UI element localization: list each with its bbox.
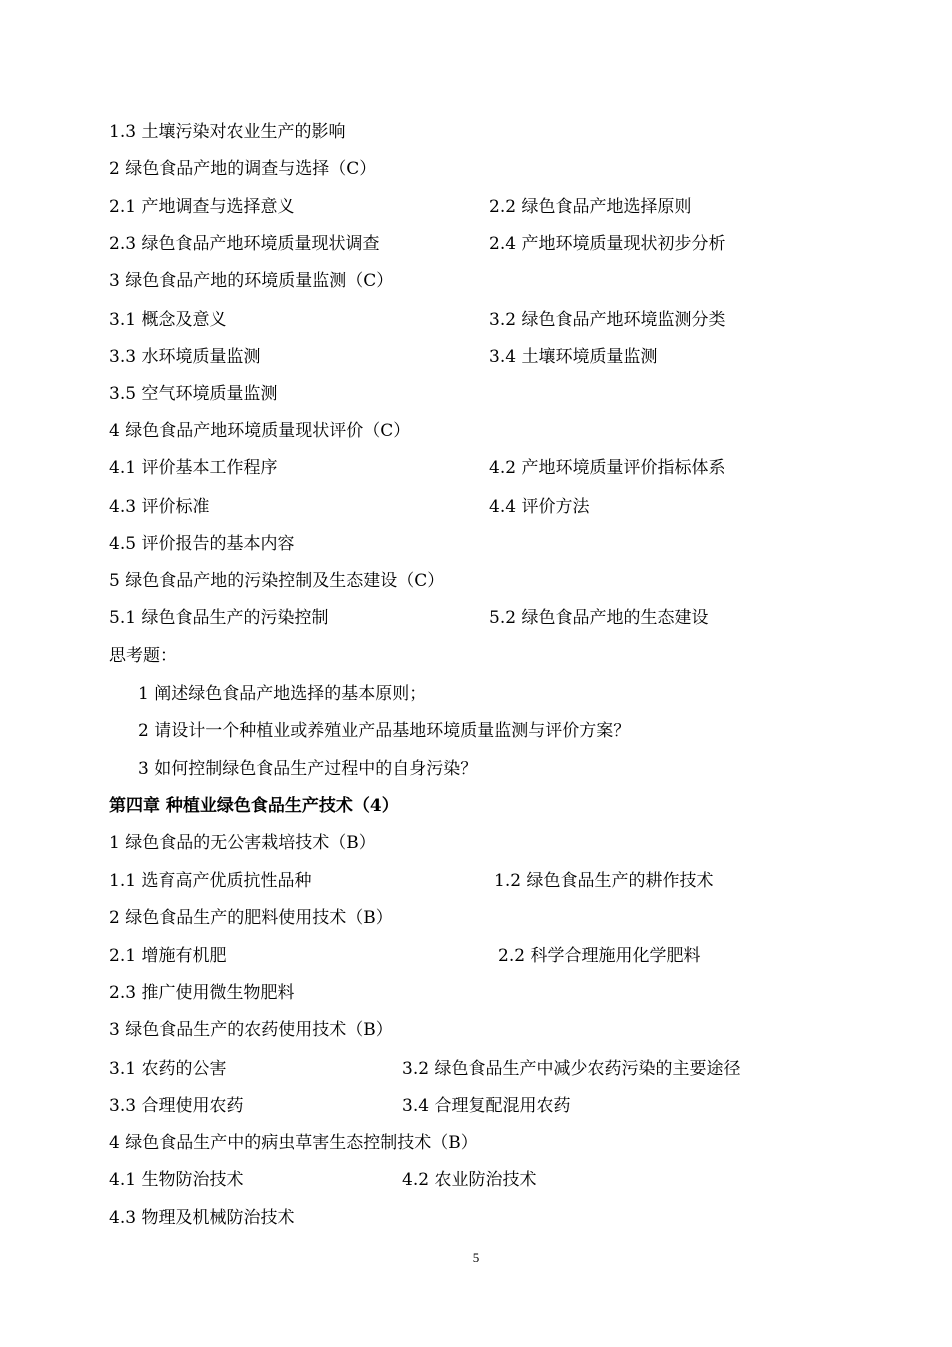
section-4-heading: 4 绿色食品产地环境质量现状评价（C）: [109, 421, 411, 441]
questions-heading: 思考题：: [109, 646, 177, 666]
ch4-section-3-1: 3.1 农药的公害: [109, 1059, 227, 1079]
ch4-section-4-2: 4.2 农业防治技术: [402, 1170, 537, 1190]
page-number: 5: [472, 1250, 480, 1265]
section-3-4: 3.4 土壤环境质量监测: [489, 347, 658, 367]
ch4-section-2-3: 2.3 推广使用微生物肥料: [109, 983, 295, 1003]
section-3-1: 3.1 概念及意义: [109, 310, 227, 330]
section-2-3: 2.3 绿色食品产地环境质量现状调查: [109, 234, 380, 254]
ch4-section-3-heading: 3 绿色食品生产的农药使用技术（B）: [109, 1020, 393, 1040]
ch4-section-1-2: 1.2 绿色食品生产的耕作技术: [494, 871, 714, 891]
section-2-4: 2.4 产地环境质量现状初步分析: [489, 234, 726, 254]
section-4-2: 4.2 产地环境质量评价指标体系: [489, 458, 726, 478]
section-3-3: 3.3 水环境质量监测: [109, 347, 261, 367]
ch4-section-4-1: 4.1 生物防治技术: [109, 1170, 244, 1190]
question-2: 2 请设计一个种植业或养殖业产品基地环境质量监测与评价方案？: [138, 721, 631, 741]
section-4-3: 4.3 评价标准: [109, 497, 210, 517]
section-3-2: 3.2 绿色食品产地环境监测分类: [489, 310, 726, 330]
ch4-section-2-2: 2.2 科学合理施用化学肥料: [498, 946, 701, 966]
ch4-section-1-heading: 1 绿色食品的无公害栽培技术（B）: [109, 833, 376, 853]
ch4-section-1-1: 1.1 选育高产优质抗性品种: [109, 871, 312, 891]
chapter-4-title: 第四章 种植业绿色食品生产技术（4）: [109, 796, 399, 816]
ch4-section-2-heading: 2 绿色食品生产的肥料使用技术（B）: [109, 908, 393, 928]
ch4-section-2-1: 2.1 增施有机肥: [109, 946, 227, 966]
section-2-1: 2.1 产地调查与选择意义: [109, 197, 295, 217]
section-5-1: 5.1 绿色食品生产的污染控制: [109, 608, 329, 628]
question-3: 3 如何控制绿色食品生产过程中的自身污染？: [138, 759, 478, 779]
section-2-2: 2.2 绿色食品产地选择原则: [489, 197, 692, 217]
ch4-section-4-heading: 4 绿色食品生产中的病虫草害生态控制技术（B）: [109, 1133, 478, 1153]
section-3-heading: 3 绿色食品产地的环境质量监测（C）: [109, 271, 394, 291]
ch4-section-3-3: 3.3 合理使用农药: [109, 1096, 244, 1116]
section-4-5: 4.5 评价报告的基本内容: [109, 534, 295, 554]
question-1: 1 阐述绿色食品产地选择的基本原则；: [138, 684, 427, 704]
section-4-4: 4.4 评价方法: [489, 497, 590, 517]
section-4-1: 4.1 评价基本工作程序: [109, 458, 278, 478]
section-3-5: 3.5 空气环境质量监测: [109, 384, 278, 404]
ch4-section-3-4: 3.4 合理复配混用农药: [402, 1096, 571, 1116]
ch4-section-3-2: 3.2 绿色食品生产中减少农药污染的主要途径: [402, 1059, 741, 1079]
section-5-heading: 5 绿色食品产地的污染控制及生态建设（C）: [109, 571, 445, 591]
section-2-heading: 2 绿色食品产地的调查与选择（C）: [109, 159, 377, 179]
ch4-section-4-3: 4.3 物理及机械防治技术: [109, 1208, 295, 1228]
section-1-3: 1.3 土壤污染对农业生产的影响: [109, 122, 346, 142]
section-5-2: 5.2 绿色食品产地的生态建设: [489, 608, 709, 628]
